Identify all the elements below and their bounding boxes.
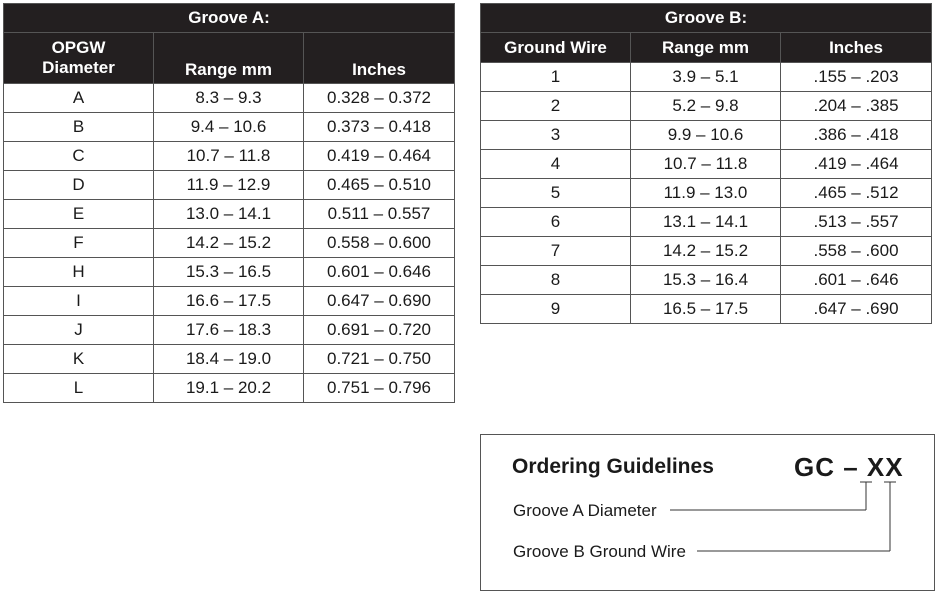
range-mm-cell: 8.3 – 9.3: [154, 84, 304, 113]
inches-header: Inches: [304, 33, 455, 84]
range-mm-cell: 3.9 – 5.1: [631, 63, 781, 92]
diameter-code-cell: A: [4, 84, 154, 113]
inches-cell: 0.558 – 0.600: [304, 229, 455, 258]
table-row: [4, 229, 455, 258]
range-mm-cell: 18.4 – 19.0: [154, 345, 304, 374]
range-mm-cell: 16.6 – 17.5: [154, 287, 304, 316]
diameter-code-cell: K: [4, 345, 154, 374]
table-row: [4, 287, 455, 316]
groove-b-table: [480, 3, 932, 324]
table-row: [4, 258, 455, 287]
ordering-title: Ordering Guidelines: [512, 455, 714, 478]
groove-b-ground-wire-label: Groove B Ground Wire: [513, 542, 686, 561]
range-mm-cell: 11.9 – 13.0: [631, 179, 781, 208]
ground-wire-code-cell: 6: [481, 208, 631, 237]
table-row: [4, 84, 455, 113]
groove-b-caption: Groove B:: [481, 4, 932, 33]
inches-cell: 0.465 – 0.510: [304, 171, 455, 200]
opgw-diameter-header: [4, 33, 154, 84]
table-row: [4, 113, 455, 142]
inches-cell: .601 – .646: [781, 266, 932, 295]
opgw-header-line2: Diameter: [42, 58, 115, 77]
table-row: [4, 345, 455, 374]
table-row: [481, 208, 932, 237]
inches-cell: 0.511 – 0.557: [304, 200, 455, 229]
ground-wire-code-cell: 3: [481, 121, 631, 150]
table-row: [481, 63, 932, 92]
ground-wire-code-cell: 8: [481, 266, 631, 295]
range-mm-cell: 5.2 – 9.8: [631, 92, 781, 121]
range-mm-cell: 19.1 – 20.2: [154, 374, 304, 403]
inches-cell: 0.721 – 0.750: [304, 345, 455, 374]
diameter-code-cell: I: [4, 287, 154, 316]
inches-cell: 0.647 – 0.690: [304, 287, 455, 316]
range-mm-cell: 16.5 – 17.5: [631, 295, 781, 324]
table-row: [481, 121, 932, 150]
table-row: [481, 266, 932, 295]
range-mm-cell: 10.7 – 11.8: [154, 142, 304, 171]
diameter-code-cell: C: [4, 142, 154, 171]
inches-cell: 0.419 – 0.464: [304, 142, 455, 171]
inches-cell: .558 – .600: [781, 237, 932, 266]
inches-cell: 0.751 – 0.796: [304, 374, 455, 403]
table-row: [481, 92, 932, 121]
range-mm-cell: 14.2 – 15.2: [154, 229, 304, 258]
ground-wire-code-cell: 1: [481, 63, 631, 92]
ground-wire-code-cell: 2: [481, 92, 631, 121]
inches-cell: 0.328 – 0.372: [304, 84, 455, 113]
inches-cell: .419 – .464: [781, 150, 932, 179]
ground-wire-code-cell: 4: [481, 150, 631, 179]
opgw-header-line1: OPGW: [51, 38, 106, 57]
ordering-guidelines-box: [480, 434, 935, 591]
range-mm-cell: 15.3 – 16.5: [154, 258, 304, 287]
inches-cell: .386 – .418: [781, 121, 932, 150]
diameter-code-cell: H: [4, 258, 154, 287]
inches-cell: .513 – .557: [781, 208, 932, 237]
diameter-code-cell: F: [4, 229, 154, 258]
groove-a-caption: Groove A:: [4, 4, 455, 33]
ground-wire-header: Ground Wire: [481, 33, 631, 63]
groove-a-diameter-label: Groove A Diameter: [513, 501, 657, 520]
range-mm-cell: 17.6 – 18.3: [154, 316, 304, 345]
inches-cell: 0.373 – 0.418: [304, 113, 455, 142]
ordering-code: GC – XX: [794, 452, 904, 482]
range-mm-cell: 9.9 – 10.6: [631, 121, 781, 150]
range-mm-header: Range mm: [631, 33, 781, 63]
ground-wire-code-cell: 7: [481, 237, 631, 266]
inches-cell: .647 – .690: [781, 295, 932, 324]
diameter-code-cell: L: [4, 374, 154, 403]
range-mm-cell: 13.1 – 14.1: [631, 208, 781, 237]
table-row: [4, 374, 455, 403]
table-row: [4, 316, 455, 345]
inches-cell: 0.691 – 0.720: [304, 316, 455, 345]
range-mm-cell: 15.3 – 16.4: [631, 266, 781, 295]
range-mm-cell: 9.4 – 10.6: [154, 113, 304, 142]
groove-a-table: [3, 3, 455, 403]
table-row: [481, 295, 932, 324]
table-row: [481, 179, 932, 208]
range-mm-cell: 13.0 – 14.1: [154, 200, 304, 229]
table-row: [481, 150, 932, 179]
inches-cell: .204 – .385: [781, 92, 932, 121]
diameter-code-cell: J: [4, 316, 154, 345]
range-mm-cell: 10.7 – 11.8: [631, 150, 781, 179]
range-mm-cell: 14.2 – 15.2: [631, 237, 781, 266]
ground-wire-code-cell: 9: [481, 295, 631, 324]
diameter-code-cell: D: [4, 171, 154, 200]
table-row: [4, 142, 455, 171]
inches-header: Inches: [781, 33, 932, 63]
inches-cell: .465 – .512: [781, 179, 932, 208]
table-row: [4, 171, 455, 200]
inches-cell: 0.601 – 0.646: [304, 258, 455, 287]
range-mm-header: Range mm: [154, 33, 304, 84]
ground-wire-code-cell: 5: [481, 179, 631, 208]
range-mm-cell: 11.9 – 12.9: [154, 171, 304, 200]
diameter-code-cell: B: [4, 113, 154, 142]
table-row: [481, 237, 932, 266]
table-row: [4, 200, 455, 229]
diameter-code-cell: E: [4, 200, 154, 229]
inches-cell: .155 – .203: [781, 63, 932, 92]
